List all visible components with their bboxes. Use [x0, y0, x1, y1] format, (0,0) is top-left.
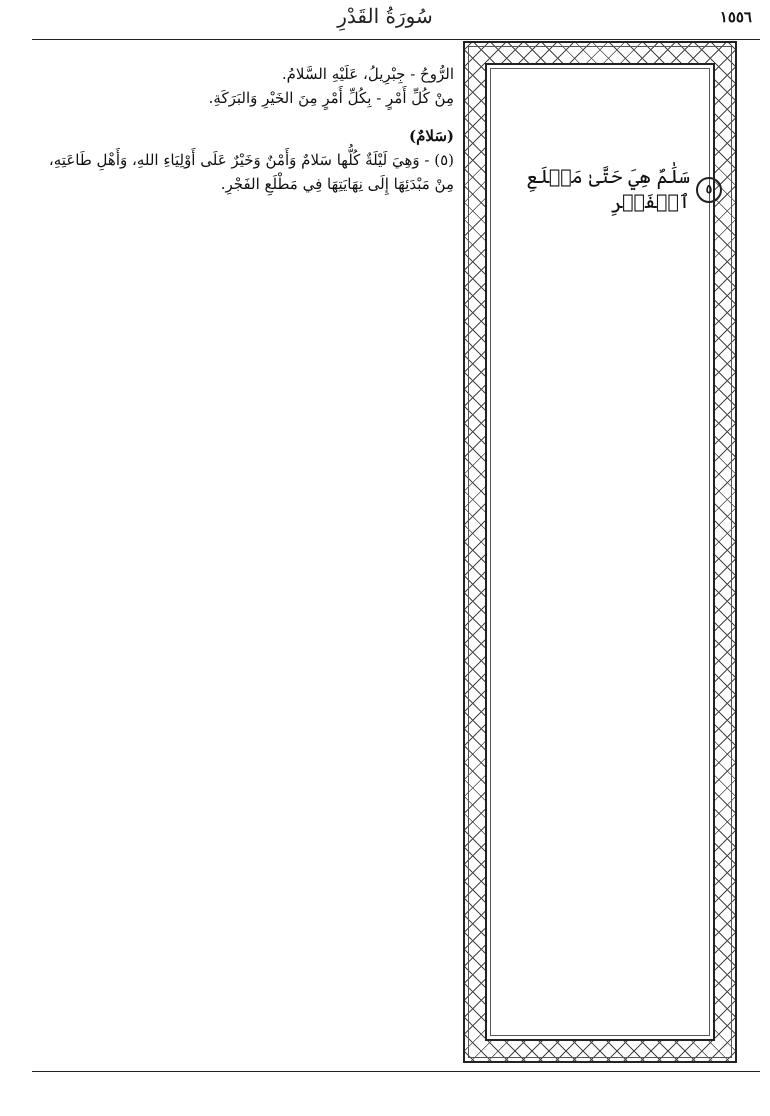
- header-rule: [32, 39, 760, 40]
- ornamental-frame: [463, 41, 737, 1063]
- commentary-line-ruh: الرُّوحُ - جِبْرِيلُ، عَلَيْهِ السَّلامُ.: [281, 65, 454, 83]
- commentary-heading-salam: (سَلامٌ): [409, 127, 454, 145]
- verse-text: سَلَٰمٌ هِيَ حَتَّىٰ مَطۡلَعِ ٱلۡفَجۡرِ: [526, 166, 690, 213]
- surah-title: سُورَةُ القَدْرِ: [337, 4, 433, 28]
- commentary-line-verse5-cont: مِنْ مَبْدَئِهَا إِلَى نِهَايَتِهَا فِي مَطْلَعِ الفَجْرِ.: [220, 175, 454, 193]
- commentary-column: [30, 62, 454, 196]
- commentary-line-amr: مِنْ كُلِّ أَمْرٍ - بِكُلِّ أَمْرٍ مِنَ الخَيْرِ وَالبَرَكَةِ.: [208, 89, 454, 107]
- verse-line: [512, 165, 722, 214]
- footer-rule: [32, 1071, 760, 1072]
- spacer: [30, 110, 454, 124]
- commentary-line-verse5: (٥) - وَهِيَ لَيْلَةٌ كُلُّها سَلامٌ وَأَمْنٌ وَخَيْرٌ عَلَى أَوْلِيَاءِ اللهِ، وَأَهْلِ طَاعَتِهِ،: [48, 151, 454, 169]
- quran-text-panel: [485, 63, 715, 1041]
- page-number: ١٥٥٦: [719, 8, 752, 26]
- verse-number-marker: ٥: [696, 177, 722, 203]
